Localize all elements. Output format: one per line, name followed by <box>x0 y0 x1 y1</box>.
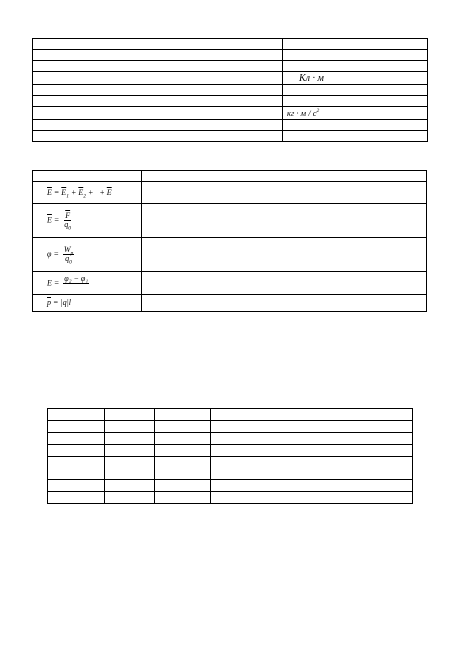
table-row <box>48 433 413 445</box>
table-row <box>48 421 413 433</box>
unit-cell <box>283 131 428 142</box>
formula-potential: φ = $\frac{W_p}{q_0}$ <box>33 238 142 272</box>
table-cell <box>33 120 283 131</box>
table-row <box>33 85 428 96</box>
table-row <box>33 61 428 72</box>
formula-superposition: $\overline{E} = \overline{E}_1 + \overline{E}_2$ + + $\overline{E}$ <box>33 182 142 204</box>
unit-cell <box>283 50 428 61</box>
fraction: $\frac{W_p}{q_0}$ <box>63 245 74 266</box>
table-row <box>33 182 427 204</box>
unit-text: Кл · м <box>299 72 324 84</box>
unit-cell <box>283 61 428 72</box>
unit-text: кг · м / с <box>287 108 317 118</box>
table-cell <box>33 61 283 72</box>
table-row <box>33 72 428 85</box>
unit-cell <box>283 96 428 107</box>
table-row <box>48 445 413 457</box>
formula-dipole-moment: $\overline{p} = |q|l$ <box>33 295 142 312</box>
fraction: φ₂ − φ₁ <box>64 273 89 283</box>
table-cell <box>142 272 427 295</box>
table-cell <box>33 131 283 142</box>
table-row <box>48 409 413 421</box>
table-row <box>48 480 413 492</box>
table-cell <box>142 182 427 204</box>
table-row <box>33 96 428 107</box>
table-cell <box>33 107 283 120</box>
table-row <box>33 238 427 272</box>
table-cell <box>33 39 283 50</box>
table-row <box>33 120 428 131</box>
table-cell <box>33 85 283 96</box>
table-row <box>48 492 413 504</box>
unit-exponent: 2 <box>316 108 320 115</box>
table-row <box>33 272 427 295</box>
table-row <box>33 295 427 312</box>
formulas-table <box>32 170 427 312</box>
unit-cell <box>283 85 428 96</box>
table-row <box>33 107 428 120</box>
formula-potential-difference: E = φ₂ − φ₁ <box>33 272 142 295</box>
fraction: $\frac{\overline{F}}{q_0}$ <box>64 211 72 232</box>
table-cell <box>33 96 283 107</box>
quantities-table <box>32 38 428 142</box>
table-cell <box>142 204 427 238</box>
unit-cell <box>283 39 428 50</box>
table-row <box>33 131 428 142</box>
table-cell <box>33 72 283 85</box>
table-cell <box>33 171 142 182</box>
table-cell <box>142 238 427 272</box>
table-row <box>33 39 428 50</box>
empty-grid-table <box>47 408 413 504</box>
table-cell <box>33 50 283 61</box>
table-row <box>33 204 427 238</box>
unit-cell <box>283 120 428 131</box>
unit-cell <box>283 107 428 120</box>
table-row <box>48 457 413 480</box>
table-row <box>33 50 428 61</box>
table-cell <box>142 295 427 312</box>
table-cell <box>142 171 427 182</box>
unit-cell <box>283 72 428 85</box>
table-header-row <box>33 171 427 182</box>
formula-field-strength: $\overline{E}$ = $\frac{\overline{F}}{q_0}$ <box>33 204 142 238</box>
